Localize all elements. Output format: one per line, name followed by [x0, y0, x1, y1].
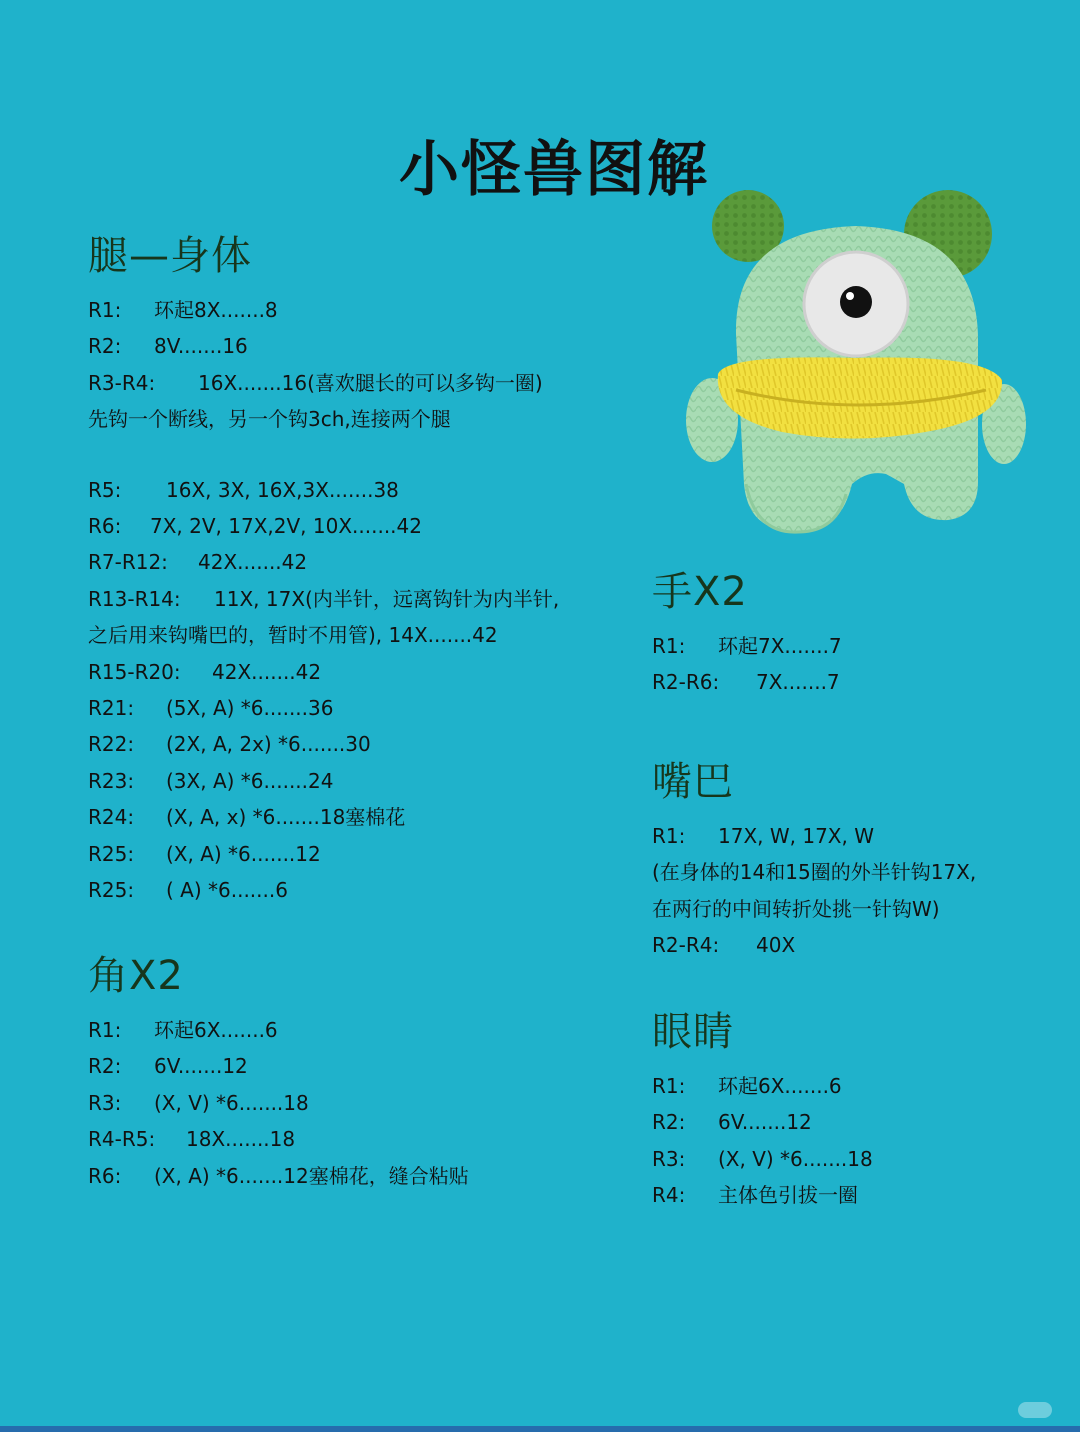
section-hand — [652, 568, 842, 701]
pattern-row — [88, 872, 559, 908]
row-value: 42X.......42 — [198, 550, 308, 575]
crochet-monster-illustration — [686, 184, 1026, 544]
row-label: R2-R6: — [652, 670, 720, 695]
row-label: R25: — [88, 878, 135, 903]
row-value: 40X — [756, 933, 796, 958]
row-label: R25: — [88, 841, 135, 866]
pattern-row — [88, 508, 559, 544]
row-value: 17X, W, 17X, W — [718, 824, 874, 848]
row-value: (3X, A) *6.......24 — [166, 768, 334, 793]
pattern-row — [652, 1068, 873, 1104]
row-label: R6: — [88, 514, 122, 539]
row-label: R4: — [652, 1183, 686, 1208]
row-label: R2-R4: — [652, 933, 720, 958]
bottom-bar — [0, 1426, 1080, 1432]
pattern-row — [88, 654, 559, 690]
pattern-row — [88, 763, 559, 799]
section-heading: 眼睛 — [652, 1009, 734, 1055]
row-label: R2: — [652, 1110, 686, 1135]
pattern-note: 在两行的中间转折处挑一针钩W) — [652, 896, 940, 921]
row-label: R21: — [88, 696, 135, 721]
row-label: R3: — [88, 1090, 122, 1115]
pattern-row — [652, 1177, 873, 1213]
row-value: 主体色引拔一圈 — [718, 1183, 858, 1208]
row-label: R1: — [88, 1018, 122, 1042]
section-horn — [88, 952, 469, 1194]
row-value: 16X.......16(喜欢腿长的可以多钩一圈) — [198, 370, 543, 395]
row-label: R7-R12: — [88, 550, 168, 575]
page-title: 小怪兽图解 — [399, 135, 709, 205]
row-value: 8V.......16 — [154, 334, 248, 359]
row-value: 环起6X.......6 — [154, 1018, 278, 1042]
section-heading: 嘴巴 — [652, 759, 734, 805]
pattern-row — [88, 690, 559, 726]
row-label: R23: — [88, 768, 135, 793]
section-heading: 角X2 — [88, 953, 184, 999]
watermark-icon — [1018, 1402, 1052, 1418]
row-label: R6: — [88, 1163, 122, 1188]
row-value: (X, A) *6.......12塞棉花，缝合粘贴 — [154, 1163, 469, 1188]
pattern-row — [652, 927, 976, 963]
row-label: R1: — [652, 824, 686, 848]
row-value: 7X, 2V, 17X,2V, 10X.......42 — [150, 514, 422, 539]
pattern-row — [88, 1048, 469, 1084]
pattern-row — [652, 664, 842, 700]
row-label: R2: — [88, 334, 122, 359]
row-label: R24: — [88, 805, 135, 830]
row-value: 18X.......18 — [186, 1127, 296, 1152]
pattern-note: 之后用来钩嘴巴的，暂时不用管), 14X.......42 — [88, 623, 498, 648]
pattern-row — [88, 836, 559, 872]
pattern-note: 先钩一个断线，另一个钩3ch,连接两个腿 — [88, 407, 451, 432]
row-value: 环起7X.......7 — [718, 634, 842, 658]
pattern-row — [88, 365, 559, 401]
pattern-row — [88, 581, 559, 617]
row-label: R5: — [88, 477, 122, 502]
pattern-row — [88, 292, 559, 328]
pattern-row — [88, 799, 559, 835]
row-label: R1: — [652, 634, 686, 658]
section-mouth — [652, 758, 976, 964]
row-label: R1: — [88, 298, 122, 322]
pattern-row — [652, 1104, 873, 1140]
row-label: R15-R20: — [88, 659, 181, 684]
row-value: (X, V) *6.......18 — [154, 1090, 309, 1115]
eye-pupil — [840, 286, 872, 318]
pattern-row — [652, 628, 842, 664]
section-heading: 腿—身体 — [88, 233, 252, 279]
row-label: R22: — [88, 732, 135, 757]
pattern-row — [88, 328, 559, 364]
row-value: ( A) *6.......6 — [166, 878, 288, 903]
row-label: R2: — [88, 1054, 122, 1079]
pattern-row — [88, 726, 559, 762]
row-value: 11X, 17X(内半针，远离钩针为内半针, — [214, 586, 560, 611]
pattern-row — [88, 472, 559, 508]
pattern-row — [88, 1085, 469, 1121]
row-label: R1: — [652, 1074, 686, 1098]
pattern-note: (在身体的14和15圈的外半针钩17X, — [652, 860, 977, 885]
section-heading: 手X2 — [652, 569, 748, 615]
row-value: 环起8X.......8 — [154, 298, 278, 322]
row-label: R4-R5: — [88, 1127, 156, 1152]
row-value: 6V.......12 — [154, 1054, 248, 1079]
section-leg-body — [88, 232, 559, 909]
row-value: 7X.......7 — [756, 670, 840, 695]
row-value: 6V.......12 — [718, 1110, 812, 1135]
pattern-row — [88, 1158, 469, 1194]
row-label: R3-R4: — [88, 370, 156, 395]
row-value: 16X, 3X, 16X,3X.......38 — [166, 477, 399, 502]
pattern-row — [88, 544, 559, 580]
pattern-row — [88, 1012, 469, 1048]
pattern-row — [652, 1141, 873, 1177]
row-value: (X, A) *6.......12 — [166, 841, 321, 866]
row-label: R3: — [652, 1146, 686, 1171]
pattern-row — [652, 818, 976, 854]
row-value: (5X, A) *6.......36 — [166, 696, 334, 721]
pattern-row — [88, 1121, 469, 1157]
row-value: 42X.......42 — [212, 659, 322, 684]
section-eye — [652, 1008, 873, 1214]
row-value: (X, A, x) *6.......18塞棉花 — [166, 805, 406, 830]
row-label: R13-R14: — [88, 586, 181, 611]
row-value: (X, V) *6.......18 — [718, 1146, 873, 1171]
row-value: 环起6X.......6 — [718, 1074, 842, 1098]
row-value: (2X, A, 2x) *6.......30 — [166, 732, 371, 757]
